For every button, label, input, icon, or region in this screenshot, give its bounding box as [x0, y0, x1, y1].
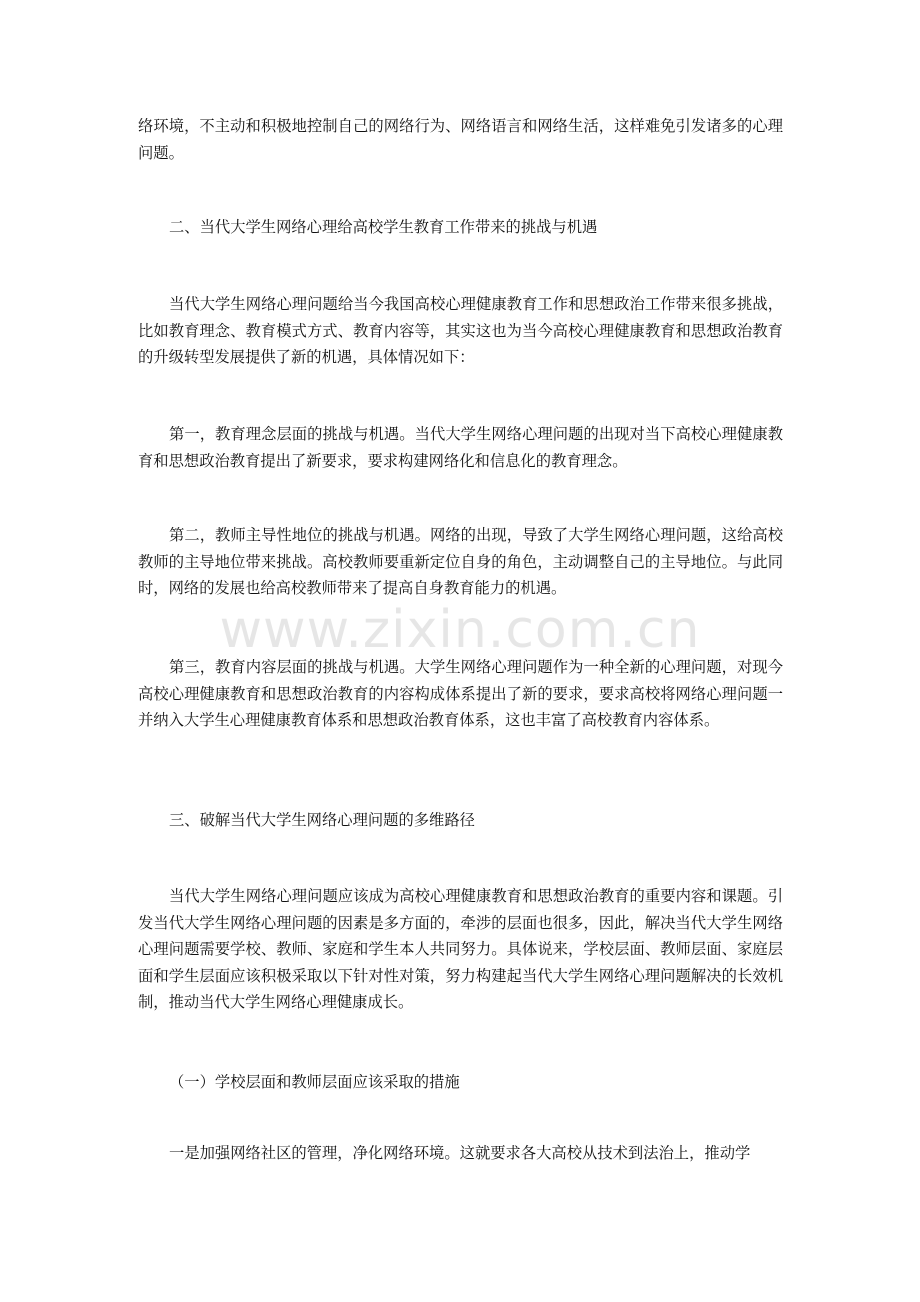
section-heading-3: 三、破解当代大学生网络心理问题的多维路径: [169, 811, 475, 829]
paragraph-continuation: 络环境，不主动和积极地控制自己的网络行为、网络语言和网络生活，这样难免引发诸多的心理问题。: [138, 117, 783, 162]
paragraph-third-point: 第三，教育内容层面的挑战与机遇。大学生网络心理问题作为一种全新的心理问题，对现今高校心理健康教育和思想政治教育的内容构成体系提出了新的要求，要求高校将网络心理问题一并纳入大学生心理健康教育体系和思想政治教育体系，这也丰富了高校教育内容体系。: [138, 658, 783, 729]
subsection-heading-1: （一）学校层面和教师层面应该采取的措施: [169, 1073, 460, 1091]
section-heading-2: 二、当代大学生网络心理给高校学生教育工作带来的挑战与机遇: [169, 218, 598, 236]
paragraph-first-point: 第一，教育理念层面的挑战与机遇。当代大学生网络心理问题的出现对当下高校心理健康教育和思想政治教育提出了新要求，要求构建网络化和信息化的教育理念。: [138, 425, 783, 470]
paragraph-second-point: 第二，教师主导性地位的挑战与机遇。网络的出现，导致了大学生网络心理问题，这给高校教师的主导地位带来挑战。高校教师要重新定位自身的角色，主动调整自己的主导地位。与此同时，网络的发展也给高校教师带来了提高自身教育能力的机遇。: [138, 526, 783, 597]
paragraph-school-measures: 一是加强网络社区的管理，净化网络环境。这就要求各大高校从技术到法治上，推动学: [169, 1144, 751, 1162]
watermark: www.zixin.com.cn: [219, 600, 701, 660]
paragraph-multidimensional-path: 当代大学生网络心理问题应该成为高校心理健康教育和思想政治教育的重要内容和课题。引发当代大学生网络心理问题的因素是多方面的，牵涉的层面也很多，因此，解决当代大学生网络心理问题需要学校、教师、家庭和学生本人共同努力。具体说来，学校层面、教师层面、家庭层面和学生层面应该积极采取以下针对性对策，努力构建起当代大学生网络心理问题解决的长效机制，推动当代大学生网络心理健康成长。: [138, 887, 783, 1011]
paragraph-challenges-intro: 当代大学生网络心理问题给当今我国高校心理健康教育工作和思想政治工作带来很多挑战，比如教育理念、教育模式方式、教育内容等，其实这也为当今高校心理健康教育和思想政治教育的升级转型发展提供了新的机遇，具体情况如下：: [138, 295, 783, 366]
